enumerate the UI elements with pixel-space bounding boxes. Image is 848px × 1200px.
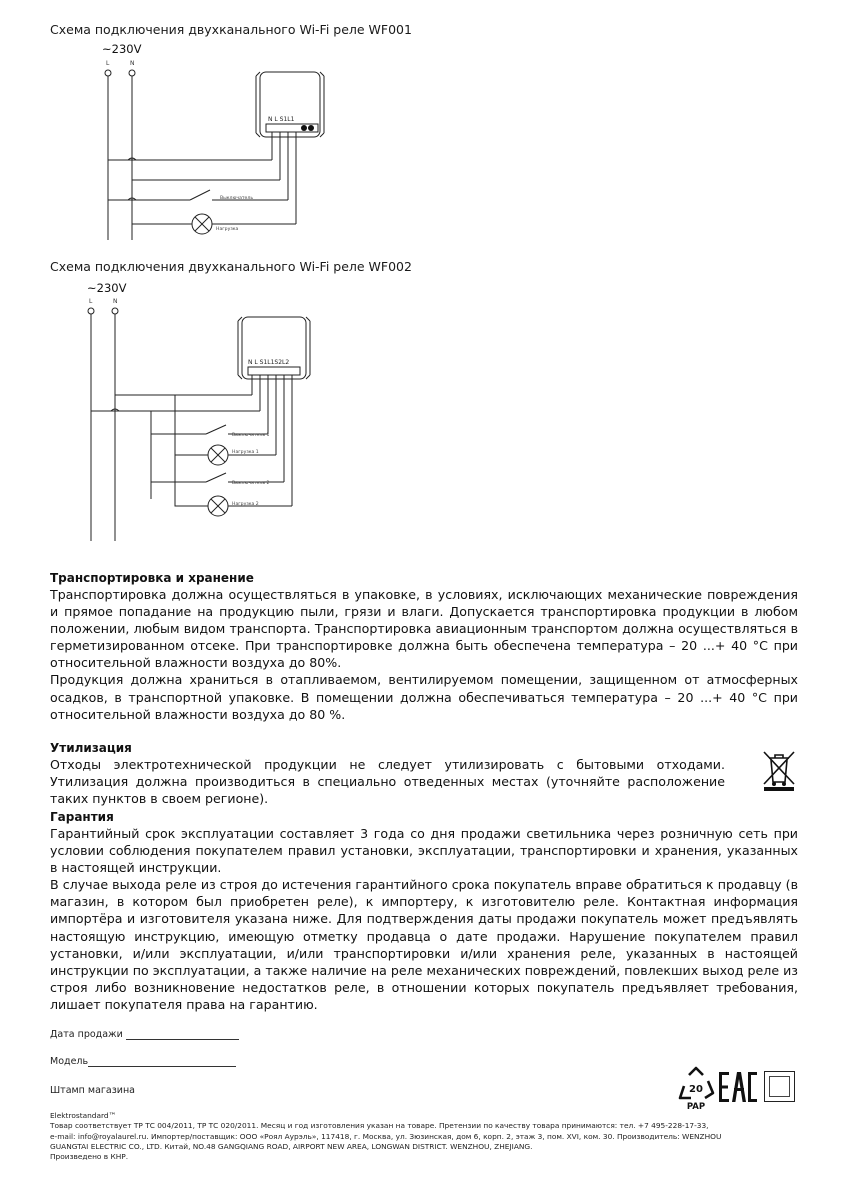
stamp-label: Штамп магазина	[50, 1085, 135, 1096]
transport-section	[50, 571, 798, 723]
disposal-heading: Утилизация	[50, 741, 132, 755]
model-line	[88, 1056, 236, 1067]
footer-brand: Elektrostandard™	[50, 1111, 117, 1120]
eac-mark-icon	[718, 1070, 758, 1104]
diagram2-voltage: ~230V	[87, 281, 127, 295]
diagram1-title: Схема подключения двухканального Wi-Fi реле WF001	[50, 22, 412, 37]
diagram2-load1-label: Нагрузка 1	[232, 450, 259, 455]
model-field	[50, 1056, 236, 1067]
diagram2-title: Схема подключения двухканального Wi-Fi реле WF002	[50, 259, 412, 274]
model-label: Модель	[50, 1056, 89, 1067]
stamp-box	[764, 1071, 795, 1102]
warranty-heading: Гарантия	[50, 810, 114, 824]
stamp-box-inner	[769, 1076, 790, 1097]
footer-line-2: e-mail: info@royalaurel.ru. Импортер/поставщик: ООО «Роял Аурэль», 117418, г. Москва, ул. Зюзинская, дом 6, корп. 2, этаж 3, пом. XVI, ком. 30. Производитель: WENZHOU	[50, 1131, 722, 1141]
diagram1-terminals: N L S1L1	[268, 116, 295, 123]
recycle-pap-icon	[677, 1065, 715, 1111]
transport-paragraph-1: Транспортировка должна осуществляться в упаковке, в условиях, исключающих механические повреждения и прямое попадание на продукцию пыли, грязи и влаги. Допускается транспортировка продукции в любом положении, любым видом транспорта. Транспортировка авиационным транспортом должна осуществляться в герметизированном отсеке. При транспортировке должна быть обеспечена температура – 20 ...+ 40 °C при относительной влажности воздуха до 80%.	[50, 587, 798, 671]
svg-text:L: L	[106, 60, 110, 67]
wiring-diagram-wf002	[70, 279, 330, 544]
stamp-field	[50, 1085, 135, 1096]
diagram2-switch2-label: Выключатель 2	[232, 481, 270, 486]
svg-text:20: 20	[689, 1084, 703, 1095]
svg-text:N: N	[130, 60, 135, 67]
diagram1-voltage: ~230V	[102, 42, 142, 56]
sale-date-field	[50, 1029, 239, 1040]
disposal-paragraph: Отходы электротехнической продукции не следует утилизировать с бытовыми отходами. Утилизация должна производиться в специально отведенных местах (уточняйте расположение таких пунктов в своем регионе).	[50, 757, 725, 807]
footer	[50, 1111, 810, 1162]
warranty-section	[50, 810, 798, 1013]
diagram2-terminals: N L S1L1S2L2	[248, 359, 290, 366]
diagram2-load2-label: Нагрузка 2	[232, 502, 259, 507]
wiring-diagram-wf001	[80, 40, 340, 245]
sale-date-label: Дата продажи	[50, 1029, 123, 1040]
sale-date-line	[126, 1029, 239, 1040]
warranty-paragraph-1: Гарантийный срок эксплуатации составляет 3 года со дня продажи светильника через розничную сеть при условии соблюдения покупателем правил установки, эксплуатации, транспортировки и хранения, указанных в настоящей инструкции.	[50, 826, 798, 876]
transport-paragraph-2: Продукция должна храниться в отапливаемом, вентилируемом помещении, защищенном от атмосферных осадков, в транспортной упаковке. В помещении должна обеспечиваться температура – 20 ...+ 40 °C при относительной влажности воздуха до 80 %.	[50, 672, 798, 722]
diagram1-switch-label: Выключатель	[220, 196, 254, 201]
weee-bin-icon	[760, 748, 798, 792]
svg-text:PAP: PAP	[686, 1102, 706, 1111]
warranty-paragraph-2: В случае выхода реле из строя до истечения гарантийного срока покупатель вправе обратиться к продавцу (в магазин, в котором был приобретен реле), к импортеру, к изготовителю реле. Контактная информация импортёра и изготовителя указана ниже. Для подтверждения даты продажи покупатель может предъявлять настоящую инструкцию, имеющую отметку продавца о дате продажи. Нарушение покупателем правил установки, и/или эксплуатации, и/или транспортировки и/или хранения реле, указанных в настоящей инструкции по эксплуатации, а также наличие на реле механических повреждений, повлекших выход реле из строя либо возникновение недостатков реле, в отношении которых покупатель предъявляет требования, лишает покупателя права на гарантию.	[50, 877, 798, 1012]
svg-text:L: L	[89, 298, 93, 305]
diagram2-switch1-label: Выключатель 1	[232, 433, 270, 438]
disposal-section	[50, 741, 725, 807]
footer-line-3: GUANGTAI ELECTRIC CO., LTD. Китай, NO.48 GANGQIANG ROAD, AIRPORT NEW AREA, LONGWAN DISTRICT. WENZHOU, ZHEJIANG.	[50, 1141, 533, 1151]
footer-line-4: Произведено в КНР.	[50, 1152, 129, 1162]
svg-text:N: N	[113, 298, 118, 305]
footer-line-1: Товар соответствует ТР ТС 004/2011, ТР ТС 020/2011. Месяц и год изготовления указан на товаре. Претензии по качеству товара принимаются: тел. +7 495-228-17-33,	[50, 1121, 709, 1131]
transport-heading: Транспортировка и хранение	[50, 571, 254, 585]
diagram1-load-label: Нагрузка	[216, 227, 239, 232]
